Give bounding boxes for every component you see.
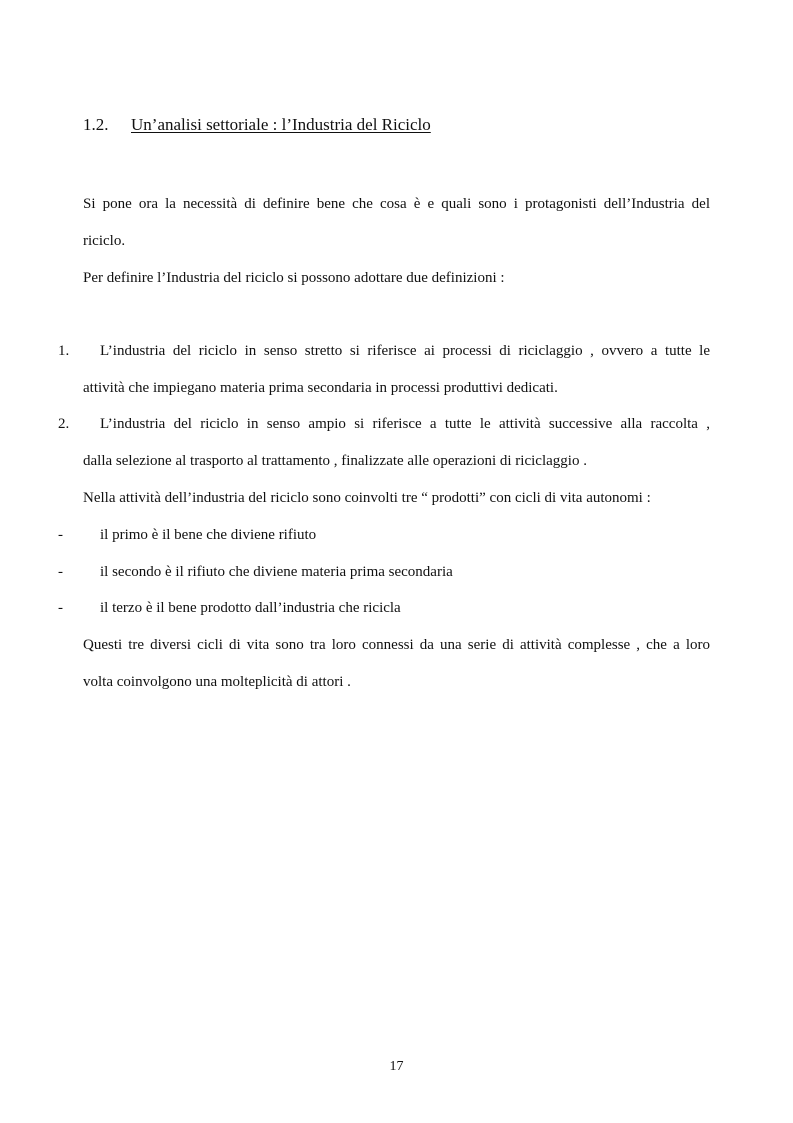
- section-heading: [83, 114, 431, 136]
- definition-2-marker: 2.: [58, 416, 70, 432]
- definition-2-line-1: L’industria del riciclo in senso ampio si riferisce a tutte le attività successive alla raccolta ,: [100, 416, 710, 432]
- product-2-text: il secondo è il rifiuto che diviene materia prima secondaria: [100, 564, 453, 580]
- intro-paragraph-line-1: Si pone ora la necessità di definire bene che cosa è e quali sono i protagonisti dell’Industria del: [83, 196, 710, 212]
- definition-1-line-2: attività che impiegano materia prima secondaria in processi produttivi dedicati.: [83, 380, 558, 396]
- section-title: Un’analisi settoriale : l’Industria del Riciclo: [131, 115, 431, 134]
- products-intro: Nella attività dell’industria del riciclo sono coinvolti tre “ prodotti” con cicli di vita autonomi :: [83, 490, 651, 506]
- product-1-marker: -: [58, 527, 63, 543]
- conclusion-line-2: volta coinvolgono una molteplicità di attori .: [83, 674, 351, 690]
- definition-2-line-2: dalla selezione al trasporto al trattamento , finalizzate alle operazioni di riciclaggio .: [83, 453, 587, 469]
- page-number: 17: [389, 1059, 404, 1074]
- conclusion-line-1: Questi tre diversi cicli di vita sono tra loro connessi da una serie di attività complesse , che a loro: [83, 637, 710, 653]
- definitions-intro: Per definire l’Industria del riciclo si possono adottare due definizioni :: [83, 270, 505, 286]
- section-number: 1.2.: [83, 115, 109, 134]
- product-1-text: il primo è il bene che diviene rifiuto: [100, 527, 317, 543]
- product-2-marker: -: [58, 564, 63, 580]
- product-3-text: il terzo è il bene prodotto dall’industria che ricicla: [100, 600, 401, 616]
- product-3-marker: -: [58, 600, 63, 616]
- definition-1-marker: 1.: [58, 343, 70, 359]
- intro-paragraph-line-2: riciclo.: [83, 233, 126, 249]
- definition-1-line-1: L’industria del riciclo in senso stretto si riferisce ai processi di riciclaggio , ovvero a tutte le: [100, 343, 710, 359]
